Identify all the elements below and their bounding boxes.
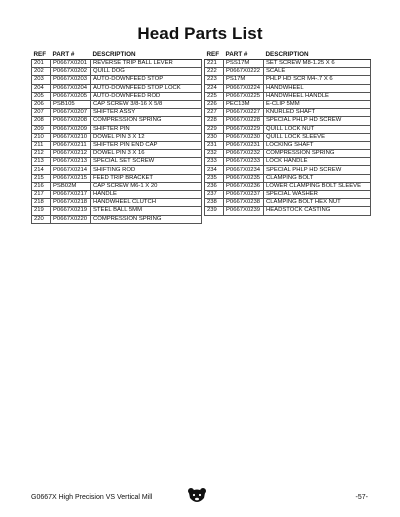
ref-cell: 223 bbox=[205, 76, 224, 84]
parts-table-right bbox=[204, 51, 371, 216]
part-number-cell: P0667X0232 bbox=[224, 150, 264, 158]
table-row bbox=[32, 191, 202, 199]
table-row bbox=[32, 109, 202, 117]
table-row bbox=[205, 150, 371, 158]
ref-column-header: REF bbox=[205, 51, 224, 60]
table-row bbox=[205, 166, 371, 174]
table-row bbox=[32, 133, 202, 141]
table-row bbox=[205, 174, 371, 182]
description-cell: QUILL LOCK SLEEVE bbox=[264, 133, 371, 141]
part-number-cell: PSS17M bbox=[224, 60, 264, 68]
ref-cell: 216 bbox=[32, 182, 51, 190]
table-header-row bbox=[205, 51, 371, 60]
ref-cell: 208 bbox=[32, 117, 51, 125]
ref-cell: 213 bbox=[32, 158, 51, 166]
table-row bbox=[205, 182, 371, 190]
table-row bbox=[205, 117, 371, 125]
ref-cell: 209 bbox=[32, 125, 51, 133]
part-number-cell: P0667X0201 bbox=[51, 60, 91, 68]
ref-cell: 212 bbox=[32, 150, 51, 158]
description-cell: AUTO-DOWNFEED ROD bbox=[91, 92, 202, 100]
table-row bbox=[32, 100, 202, 108]
part-number-cell: P0667X0219 bbox=[51, 207, 91, 215]
footer-model-text: G0667X High Precision VS Vertical Mill bbox=[31, 494, 153, 501]
ref-cell: 229 bbox=[205, 125, 224, 133]
ref-cell: 227 bbox=[205, 109, 224, 117]
description-cell: COMPRESSION SPRING bbox=[91, 117, 202, 125]
description-cell: COMPRESSION SPRING bbox=[91, 215, 202, 223]
part-number-cell: P0667X0215 bbox=[51, 174, 91, 182]
ref-cell: 224 bbox=[205, 84, 224, 92]
part-number-cell: PSB105 bbox=[51, 100, 91, 108]
description-cell: SHIFTER PIN END CAP bbox=[91, 141, 202, 149]
part-number-cell: P0667X0222 bbox=[224, 68, 264, 76]
description-cell: HANDWHEEL CLUTCH bbox=[91, 199, 202, 207]
description-cell: SPECIAL PHLP HD SCREW bbox=[264, 117, 371, 125]
ref-cell: 205 bbox=[32, 92, 51, 100]
table-row bbox=[32, 174, 202, 182]
ref-cell: 221 bbox=[205, 60, 224, 68]
description-cell: AUTO-DOWNFEED STOP bbox=[91, 76, 202, 84]
ref-cell: 230 bbox=[205, 133, 224, 141]
description-cell: HANDWHEEL bbox=[264, 84, 371, 92]
part-number-cell: P0667X0225 bbox=[224, 92, 264, 100]
part-column-header: PART # bbox=[224, 51, 264, 60]
table-row bbox=[32, 199, 202, 207]
ref-cell: 226 bbox=[205, 100, 224, 108]
ref-cell: 206 bbox=[32, 100, 51, 108]
table-row bbox=[205, 141, 371, 149]
part-number-cell: P0667X0220 bbox=[51, 215, 91, 223]
part-number-cell: P0667X0207 bbox=[51, 109, 91, 117]
table-row bbox=[205, 76, 371, 84]
ref-cell: 220 bbox=[32, 215, 51, 223]
ref-cell: 203 bbox=[32, 76, 51, 84]
description-cell: PHLP HD SCR M4-.7 X 6 bbox=[264, 76, 371, 84]
parts-table-left-body bbox=[32, 60, 202, 224]
part-number-cell: P0667X0213 bbox=[51, 158, 91, 166]
table-row bbox=[205, 199, 371, 207]
description-column-header: DESCRIPTION bbox=[264, 51, 371, 60]
description-cell: SET SCREW M8-1.25 X 6 bbox=[264, 60, 371, 68]
description-cell: HEADSTOCK CASTING bbox=[264, 207, 371, 215]
table-row bbox=[32, 141, 202, 149]
description-cell: SHIFTING ROD bbox=[91, 166, 202, 174]
part-number-cell: P0667X0211 bbox=[51, 141, 91, 149]
description-cell: QUILL LOCK NUT bbox=[264, 125, 371, 133]
description-cell: E-CLIP 5MM bbox=[264, 100, 371, 108]
table-row bbox=[205, 125, 371, 133]
ref-cell: 218 bbox=[32, 199, 51, 207]
table-row bbox=[32, 125, 202, 133]
ref-cell: 215 bbox=[32, 174, 51, 182]
table-row bbox=[205, 92, 371, 100]
table-row bbox=[32, 158, 202, 166]
table-row bbox=[32, 76, 202, 84]
table-row bbox=[205, 158, 371, 166]
ref-cell: 201 bbox=[32, 60, 51, 68]
ref-cell: 237 bbox=[205, 191, 224, 199]
description-cell: HANDLE bbox=[91, 191, 202, 199]
table-row bbox=[205, 100, 371, 108]
part-number-cell: PS17M bbox=[224, 76, 264, 84]
ref-cell: 219 bbox=[32, 207, 51, 215]
part-number-cell: P0667X0208 bbox=[51, 117, 91, 125]
ref-column-header: REF bbox=[32, 51, 51, 60]
description-cell: CLAMPING BOLT bbox=[264, 174, 371, 182]
part-number-cell: P0667X0239 bbox=[224, 207, 264, 215]
table-header-row bbox=[32, 51, 202, 60]
ref-cell: 228 bbox=[205, 117, 224, 125]
ref-cell: 231 bbox=[205, 141, 224, 149]
part-number-cell: P0667X0217 bbox=[51, 191, 91, 199]
description-cell: DOWEL PIN 3 X 16 bbox=[91, 150, 202, 158]
part-number-cell: P0667X0230 bbox=[224, 133, 264, 141]
parts-table-right-body bbox=[205, 60, 371, 216]
table-row bbox=[32, 207, 202, 215]
part-number-cell: P0667X0203 bbox=[51, 76, 91, 84]
table-row bbox=[32, 68, 202, 76]
part-number-cell: P0667X0205 bbox=[51, 92, 91, 100]
ref-cell: 204 bbox=[32, 84, 51, 92]
table-row bbox=[205, 207, 371, 215]
part-number-cell: P0667X0224 bbox=[224, 84, 264, 92]
part-number-cell: P0667X0214 bbox=[51, 166, 91, 174]
ref-cell: 238 bbox=[205, 199, 224, 207]
table-row bbox=[205, 109, 371, 117]
part-number-cell: P0667X0233 bbox=[224, 158, 264, 166]
table-row bbox=[205, 68, 371, 76]
part-column-header: PART # bbox=[51, 51, 91, 60]
part-number-cell: P0667X0235 bbox=[224, 174, 264, 182]
bear-head-icon bbox=[187, 487, 207, 505]
part-number-cell: P0667X0212 bbox=[51, 150, 91, 158]
part-number-cell: P0667X0218 bbox=[51, 199, 91, 207]
description-cell: CLAMPING BOLT HEX NUT bbox=[264, 199, 371, 207]
ref-cell: 234 bbox=[205, 166, 224, 174]
description-cell: QUILL DOG bbox=[91, 68, 202, 76]
description-cell: KNURLED SHAFT bbox=[264, 109, 371, 117]
ref-cell: 235 bbox=[205, 174, 224, 182]
ref-cell: 236 bbox=[205, 182, 224, 190]
ref-cell: 233 bbox=[205, 158, 224, 166]
description-cell: REVERSE TRIP BALL LEVER bbox=[91, 60, 202, 68]
part-number-cell: P0667X0202 bbox=[51, 68, 91, 76]
part-number-cell: P0667X0204 bbox=[51, 84, 91, 92]
table-row bbox=[32, 117, 202, 125]
part-number-cell: P0667X0234 bbox=[224, 166, 264, 174]
part-number-cell: P0667X0229 bbox=[224, 125, 264, 133]
table-row bbox=[205, 60, 371, 68]
description-cell: AUTO-DOWNFEED STOP LOCK bbox=[91, 84, 202, 92]
ref-cell: 207 bbox=[32, 109, 51, 117]
table-row bbox=[32, 215, 202, 223]
description-cell: FEED TRIP BRACKET bbox=[91, 174, 202, 182]
table-row bbox=[32, 60, 202, 68]
page-title: Head Parts List bbox=[137, 24, 263, 43]
part-number-cell: P0667X0210 bbox=[51, 133, 91, 141]
description-cell: SPECIAL WASHER bbox=[264, 191, 371, 199]
description-cell: CAP SCREW M6-1 X 20 bbox=[91, 182, 202, 190]
part-number-cell: PSB02M bbox=[51, 182, 91, 190]
table-row bbox=[205, 84, 371, 92]
description-cell: HANDWHEEL HANDLE bbox=[264, 92, 371, 100]
ref-cell: 225 bbox=[205, 92, 224, 100]
ref-cell: 210 bbox=[32, 133, 51, 141]
part-number-cell: P0667X0238 bbox=[224, 199, 264, 207]
ref-cell: 239 bbox=[205, 207, 224, 215]
parts-table-left bbox=[31, 51, 202, 224]
part-number-cell: P0667X0236 bbox=[224, 182, 264, 190]
table-row bbox=[32, 182, 202, 190]
table-row bbox=[205, 133, 371, 141]
description-cell: STEEL BALL 5MM bbox=[91, 207, 202, 215]
part-number-cell: P0667X0228 bbox=[224, 117, 264, 125]
part-number-cell: P0667X0231 bbox=[224, 141, 264, 149]
table-row bbox=[32, 150, 202, 158]
description-cell: DOWEL PIN 3 X 12 bbox=[91, 133, 202, 141]
ref-cell: 214 bbox=[32, 166, 51, 174]
description-cell: SPECIAL PHLP HD SCREW bbox=[264, 166, 371, 174]
table-row bbox=[32, 92, 202, 100]
description-cell: SPECIAL SET SCREW bbox=[91, 158, 202, 166]
description-column-header: DESCRIPTION bbox=[91, 51, 202, 60]
ref-cell: 217 bbox=[32, 191, 51, 199]
description-cell: LOCKING SHAFT bbox=[264, 141, 371, 149]
description-cell: SHIFTER PIN bbox=[91, 125, 202, 133]
table-row bbox=[32, 166, 202, 174]
ref-cell: 232 bbox=[205, 150, 224, 158]
ref-cell: 202 bbox=[32, 68, 51, 76]
description-cell: COMPRESSION SPRING bbox=[264, 150, 371, 158]
part-number-cell: P0667X0227 bbox=[224, 109, 264, 117]
part-number-cell: P0667X0209 bbox=[51, 125, 91, 133]
ref-cell: 222 bbox=[205, 68, 224, 76]
footer-page-number: -57- bbox=[355, 494, 368, 501]
description-cell: SCALE bbox=[264, 68, 371, 76]
table-row bbox=[32, 84, 202, 92]
table-row bbox=[205, 191, 371, 199]
ref-cell: 211 bbox=[32, 141, 51, 149]
description-cell: LOCK HANDLE bbox=[264, 158, 371, 166]
description-cell: SHIFTER ASSY bbox=[91, 109, 202, 117]
part-number-cell: PEC13M bbox=[224, 100, 264, 108]
part-number-cell: P0667X0237 bbox=[224, 191, 264, 199]
description-cell: LOWER CLAMPING BOLT SLEEVE bbox=[264, 182, 371, 190]
description-cell: CAP SCREW 3/8-16 X 5/8 bbox=[91, 100, 202, 108]
